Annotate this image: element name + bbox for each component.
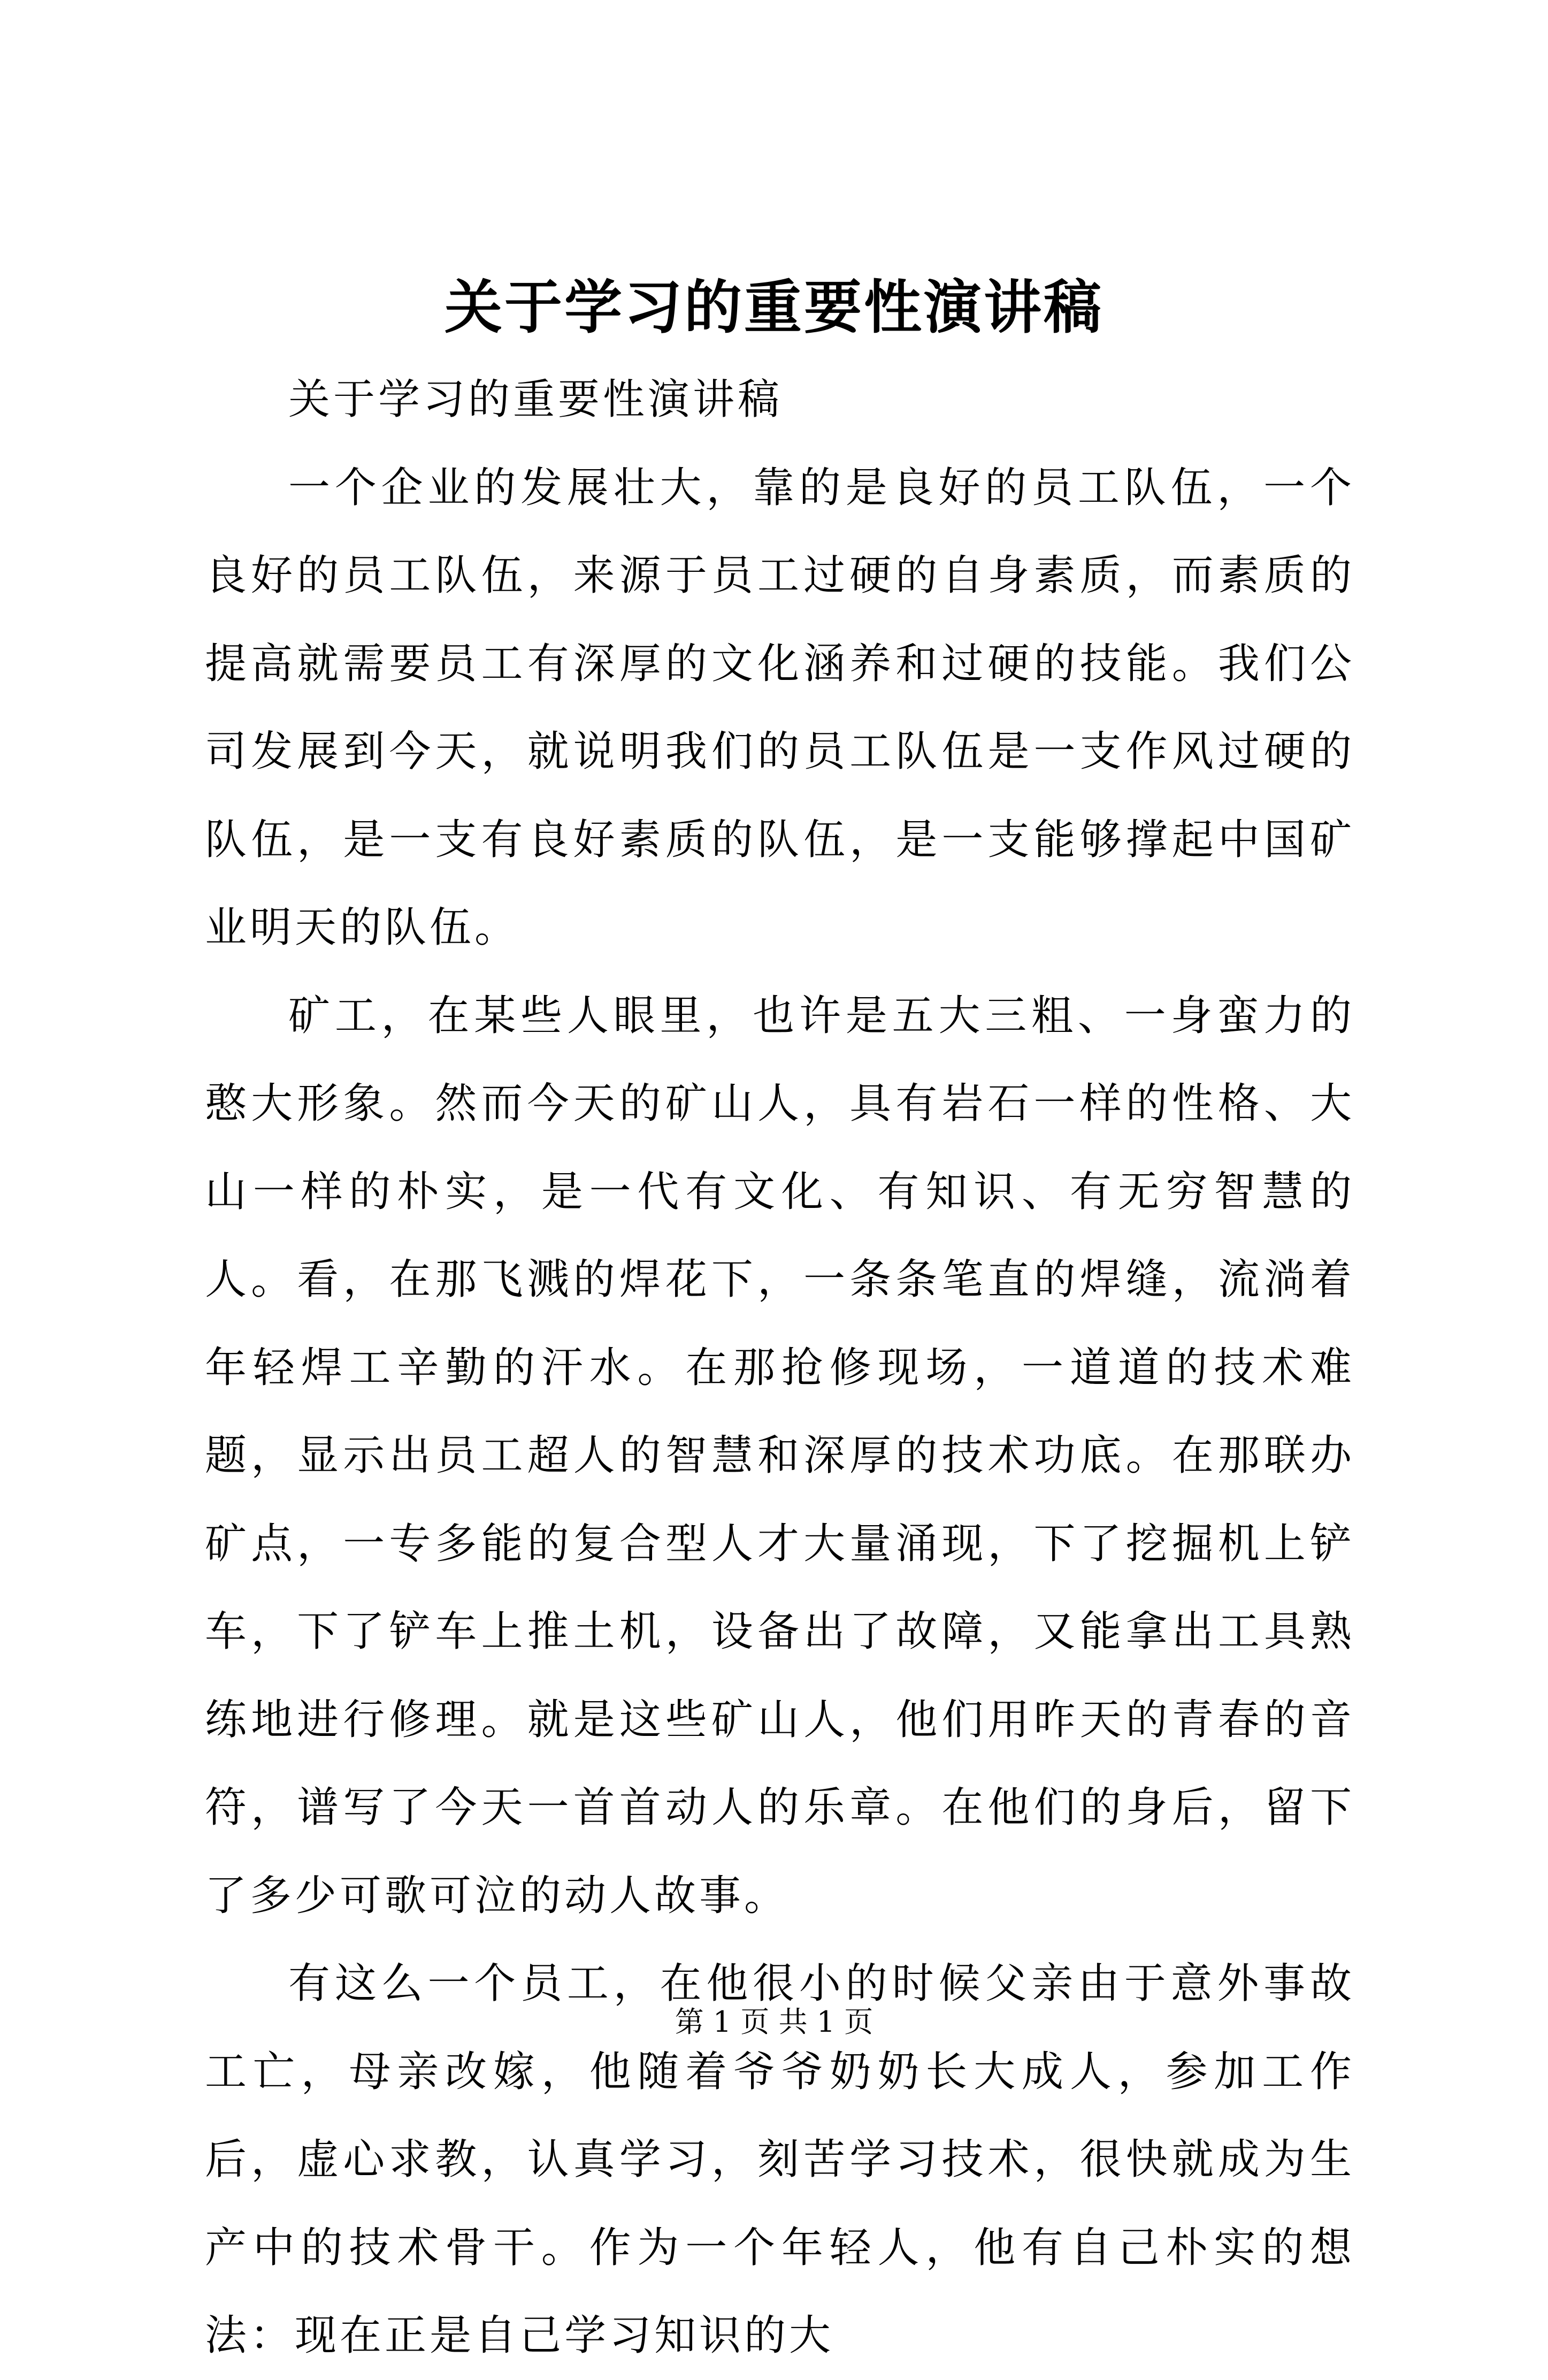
page-footer: 第 1 页 共 1 页 [675,2005,873,2039]
document-title: 关于学习的重要性演讲稿 [444,274,1103,341]
paragraph-2: 矿工，在某些人眼里，也许是五大三粗、一身蛮力的憨大形象。然而今天的矿山人，具有岩石一样的性格、大山一样的朴实，是一代有文化、有知识、有无穷智慧的人。看，在那飞溅的焊花下，一条条笔直的焊缝，流淌着年轻焊工辛勤的汗水。在那抢修现场，一道道的技术难题，显示出员工超人的智慧和深厚的技术功底。在那联办矿点，一专多能的复合型人才大量涌现，下了挖掘机上铲车，下了铲车上推土机，设备出了故障，又能拿出工具熟练地进行修理。就是这些矿山人，他们用昨天的青春的音符，谱写了今天一首首动人的乐章。在他们的身后，留下了多少可歌可泣的动人故事。 [205,991,1355,1920]
paragraph-subtitle: 关于学习的重要性演讲稿 [288,376,783,424]
paragraph-3: 有这么一个员工，在他很小的时候父亲由于意外事故工亡，母亲改嫁，他随着爷爷奶奶长大成人，参加工作后，虚心求教，认真学习，刻苦学习技术，很快就成为生产中的技术骨干。作为一个年轻人，他有自己朴实的想法：现在正是自己学习知识的大 [205,1960,1355,2360]
document-body [205,356,1355,2380]
paragraph-1: 一个企业的发展壮大，靠的是良好的员工队伍，一个良好的员工队伍，来源于员工过硬的自身素质，而素质的提高就需要员工有深厚的文化涵养和过硬的技能。我们公司发展到今天，就说明我们的员工队伍是一支作风过硬的队伍，是一支有良好素质的队伍，是一支能够撑起中国矿业明天的队伍。 [205,463,1355,952]
